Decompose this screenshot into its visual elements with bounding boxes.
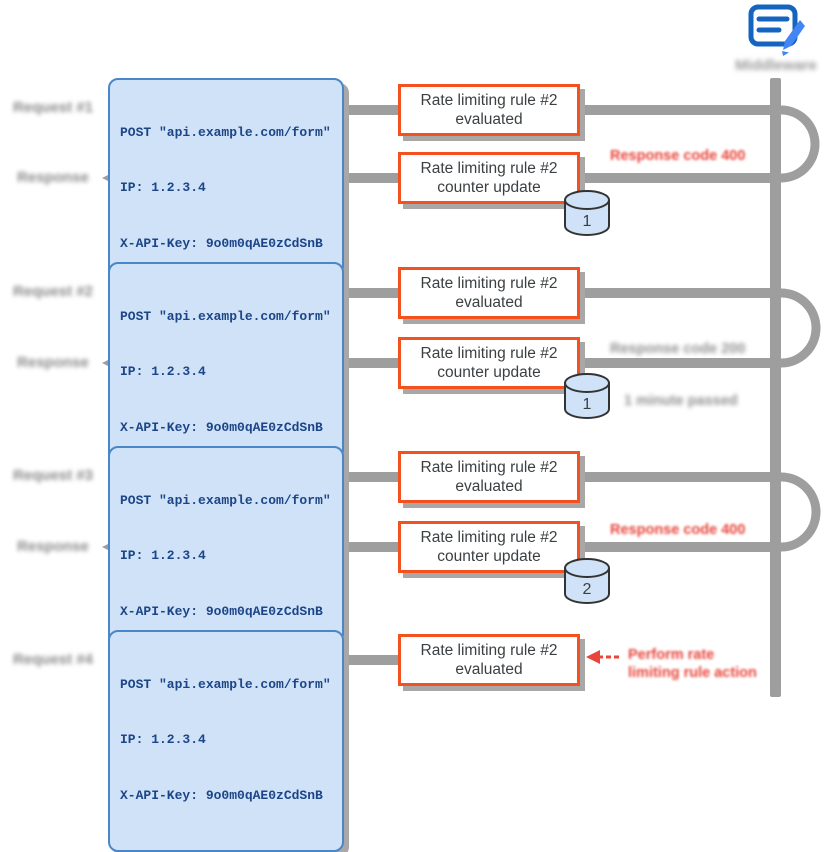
rule-box-line: evaluated [455,111,523,128]
response-code-note-3: Response code 400 [610,522,746,538]
client-request-label-3: Request #3 [12,467,94,484]
payload-api-key-line: X-API-Key: 9o0m0qAE0zCdSnB [120,419,323,435]
api-server-lifeline-bar [770,78,781,697]
rule-box-line: counter update [437,179,541,196]
payload-api-key-line: X-API-Key: 9o0m0qAE0zCdSnB [120,603,323,619]
processing-loop-arcs [781,110,816,547]
client-request-label-1: Request #1 [12,99,94,116]
logo-icon [748,4,806,56]
payload-ip-line: IP: 1.2.3.4 [120,732,206,748]
rule-box-line: evaluated [455,661,523,678]
response-code-note-1: Response code 400 [610,148,746,164]
logo-label: Middleware [735,57,817,74]
counter-db-icon-1 [561,188,613,240]
counter-value: 1 [582,396,592,413]
rule-box-line: Rate limiting rule #2 [420,641,558,659]
rule-box-line: evaluated [455,478,523,495]
rule-box-line: Rate limiting rule #2 [420,274,558,292]
rate-action-arrow-icon [586,650,622,664]
client-response-label-3: Response [17,538,89,555]
rule-box-line: Rate limiting rule #2 [420,344,558,362]
rule-evaluated-box-2 [398,267,580,319]
counter-value: 2 [582,581,592,598]
rate-action-note-line: Perform rate [628,647,715,663]
minute-passed-note: 1 minute passed [624,393,738,409]
rate-action-note [628,646,778,682]
counter-db-icon-3 [561,556,613,608]
rule-evaluated-box-4 [398,634,580,686]
client-response-label-2: Response [17,354,89,371]
rule-counter-box-3 [398,521,580,573]
client-request-label-2: Request #2 [12,283,94,300]
rule-counter-box-2 [398,337,580,389]
rule-box-line: Rate limiting rule #2 [420,91,558,109]
rule-evaluated-box-3 [398,451,580,503]
client-request-label-4: Request #4 [12,651,94,668]
rule-counter-box-1 [398,152,580,204]
client-response-label-1: Response [17,169,89,186]
response-code-note-2: Response code 200 [610,341,746,357]
rule-box-line: Rate limiting rule #2 [420,159,558,177]
payload-ip-line: IP: 1.2.3.4 [120,548,206,564]
rate-action-note-line: limiting rule action [628,665,757,682]
counter-value: 1 [582,213,592,230]
payload-method-line: POST "api.example.com/form" [120,124,331,140]
payload-api-key-line: X-API-Key: 9o0m0qAE0zCdSnB [120,235,323,251]
rule-box-line: evaluated [455,294,523,311]
rule-evaluated-box-1 [398,84,580,136]
rule-box-line: Rate limiting rule #2 [420,458,558,476]
payload-method-line: POST "api.example.com/form" [120,676,331,692]
payload-api-key-line: X-API-Key: 9o0m0qAE0zCdSnB [120,787,323,803]
payload-method-line: POST "api.example.com/form" [120,492,331,508]
rule-box-line: counter update [437,548,541,565]
payload-ip-line: IP: 1.2.3.4 [120,364,206,380]
payload-method-line: POST "api.example.com/form" [120,308,331,324]
payload-ip-line: IP: 1.2.3.4 [120,180,206,196]
counter-db-icon-2 [561,371,613,423]
request-payload-box-4 [108,630,344,852]
rule-box-line: counter update [437,364,541,381]
rule-box-line: Rate limiting rule #2 [420,528,558,546]
